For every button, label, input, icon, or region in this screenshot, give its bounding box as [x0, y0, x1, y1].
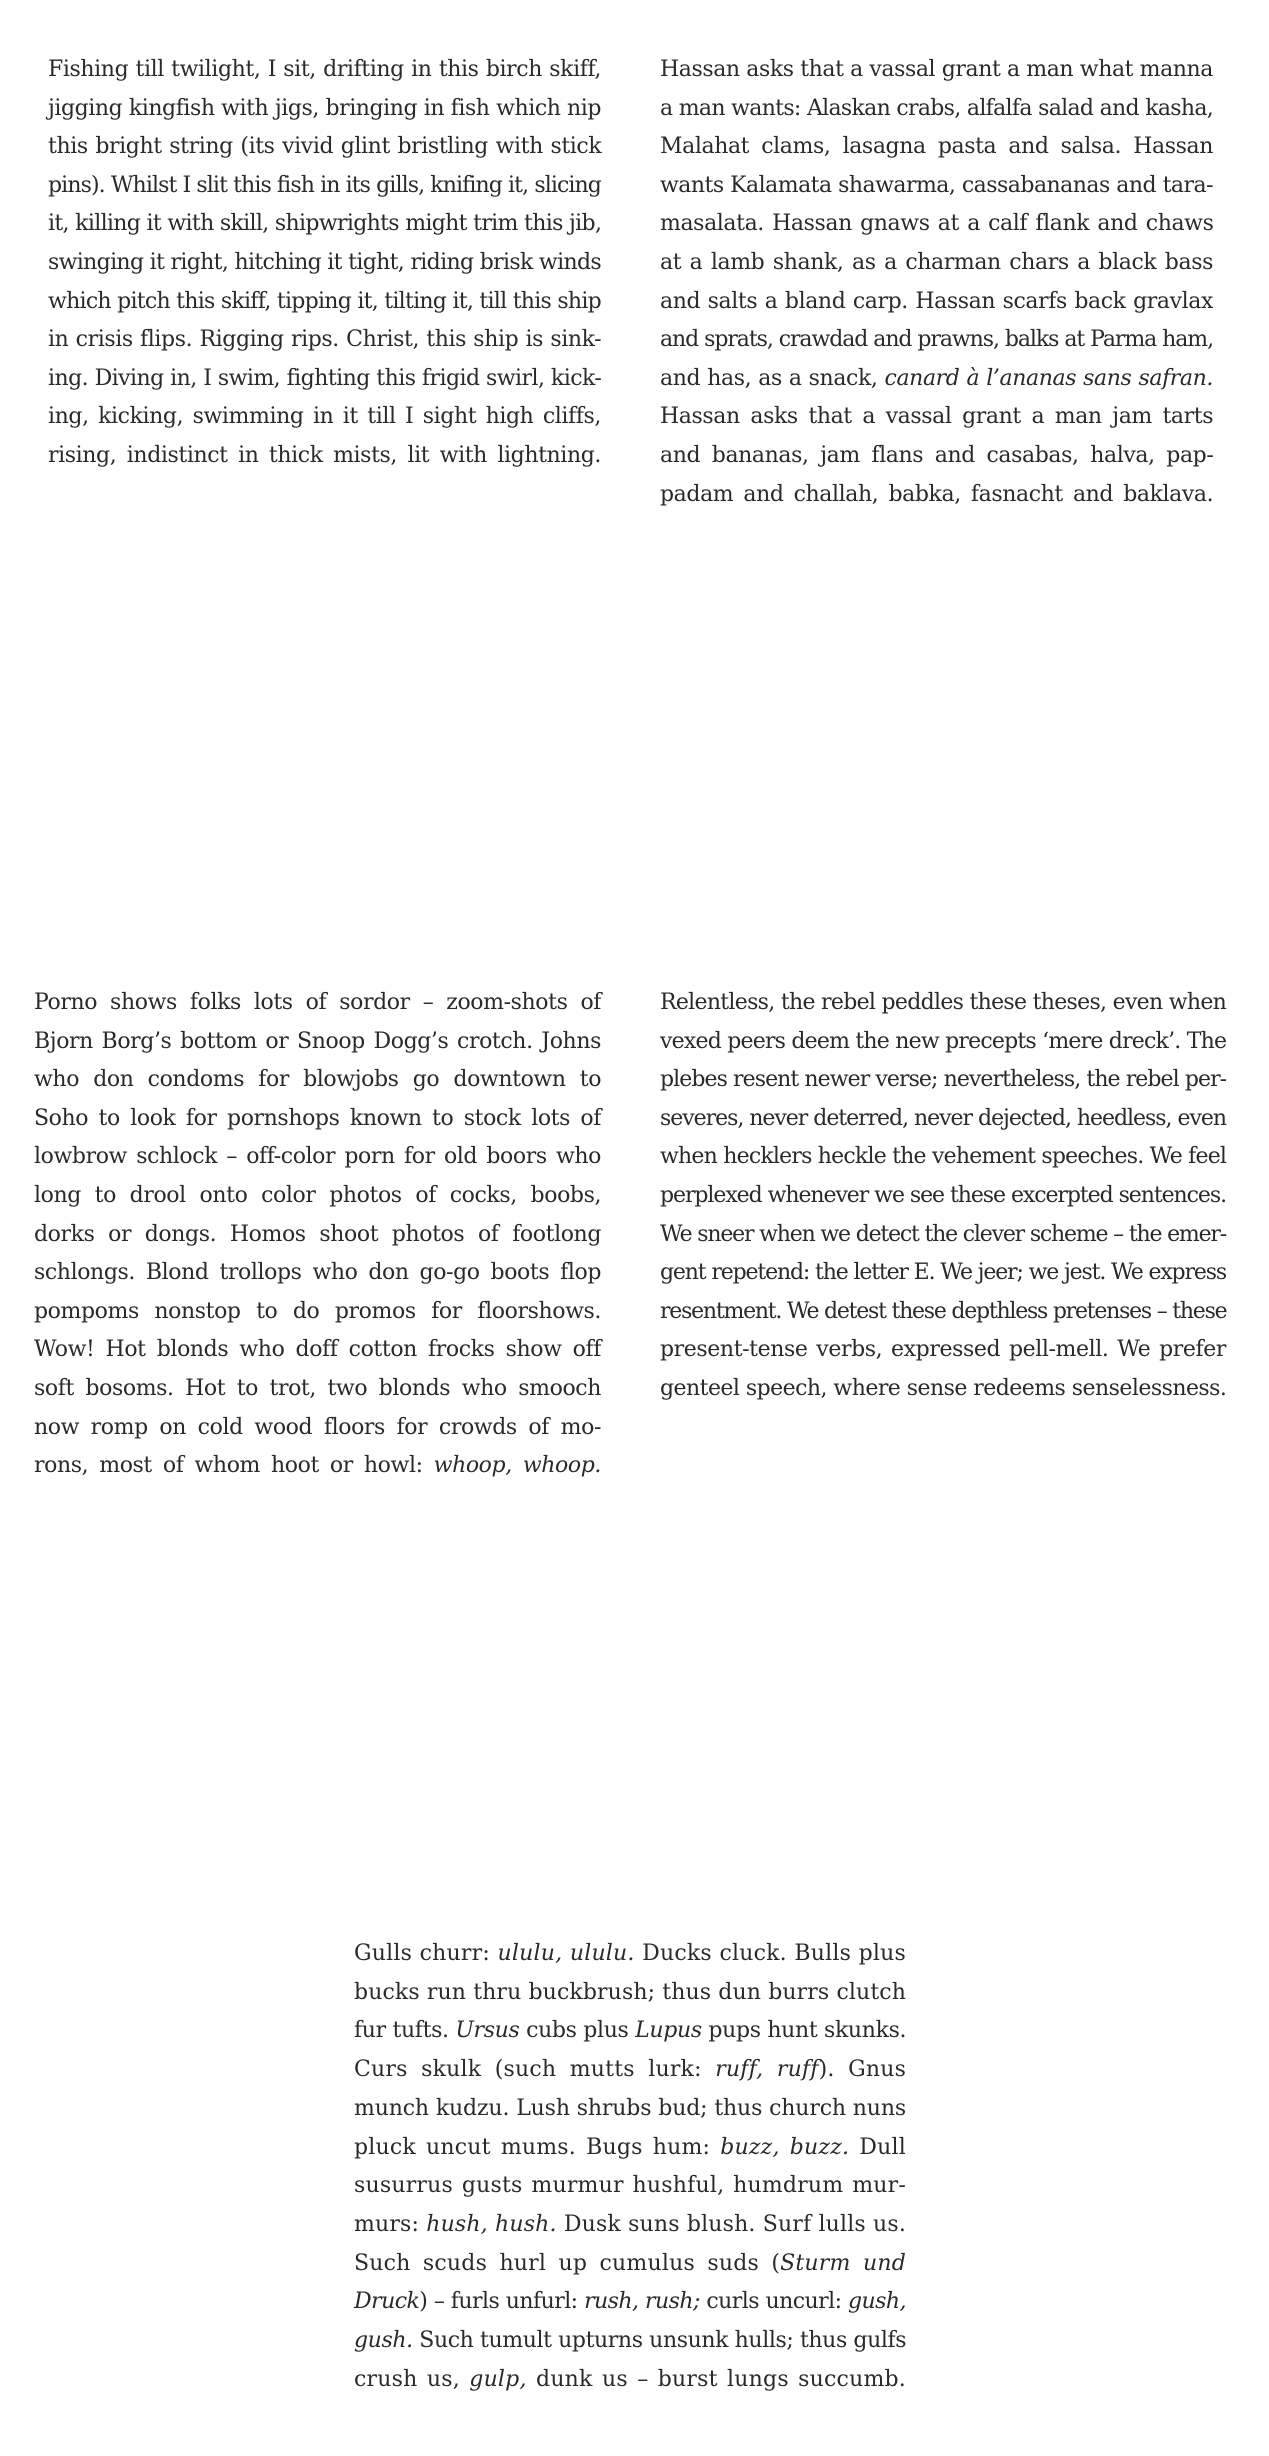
- text-segment: ) – furls unfurl:: [419, 2289, 585, 2315]
- text-line: [34, 1023, 601, 1062]
- text-line: [354, 2129, 906, 2168]
- text-line: [354, 2051, 906, 2090]
- text-segment: ). Gnus: [818, 2057, 907, 2083]
- text-line: [48, 128, 601, 167]
- text-line: [48, 205, 601, 244]
- text-segment: wants Kalamata shawarma, cassabananas and tara-: [660, 172, 1213, 198]
- text-segment: Bjorn Borg’s bottom or Snoop Dogg’s crotch. Johns: [34, 1028, 601, 1054]
- italic-text: buzz, buzz.: [720, 2134, 850, 2160]
- text-segment: padam and challah, babka, fasnacht and baklava.: [660, 481, 1214, 507]
- text-line: [34, 1138, 601, 1177]
- text-segment: swinging it right, hitching it tight, riding brisk winds: [48, 249, 602, 275]
- italic-text: ruff, ruff: [715, 2057, 819, 2083]
- text-line: [34, 1331, 601, 1370]
- text-line: [34, 1293, 601, 1332]
- italic-text: Sturm und: [780, 2250, 906, 2276]
- italic-text: canard à l’ananas sans safran.: [884, 365, 1214, 391]
- text-line: [660, 128, 1213, 167]
- text-line: [660, 205, 1213, 244]
- text-segment: vexed peers deem the new precepts ‘mere dreck’. The: [660, 1028, 1227, 1054]
- text-segment: perplexed whenever we see these excerpted sentences.: [660, 1182, 1226, 1208]
- text-line: [660, 1023, 1226, 1062]
- text-line: [660, 1254, 1226, 1293]
- text-line: [660, 1293, 1226, 1332]
- text-line: [48, 360, 601, 399]
- text-segment: in crisis flips. Rigging rips. Christ, this ship is sink-: [48, 327, 602, 353]
- text-segment: and sprats, crawdad and prawns, balks at Parma ham,: [660, 327, 1213, 353]
- text-segment: Hassan asks that a vassal grant a man jam tarts: [660, 404, 1214, 430]
- text-segment: gent repetend: the letter E. We jeer; we jest. We express: [660, 1260, 1226, 1286]
- text-line: [354, 1935, 906, 1974]
- text-segment: Hassan asks that a vassal grant a man what manna: [660, 57, 1213, 82]
- text-line: [354, 2206, 906, 2245]
- text-segment: Wow! Hot blonds who doff cotton frocks show off: [34, 1337, 601, 1363]
- text-line: [660, 1138, 1226, 1177]
- passage-vowel-i: [48, 51, 601, 476]
- text-line: [660, 1177, 1226, 1216]
- text-line: [354, 2361, 906, 2400]
- text-segment: curls uncurl:: [699, 2289, 848, 2315]
- text-segment: Ducks cluck. Bulls plus: [634, 1941, 906, 1966]
- text-segment: crush us,: [354, 2366, 470, 2392]
- text-segment: a man wants: Alaskan crabs, alfalfa salad and kasha,: [660, 95, 1214, 121]
- text-line: [660, 1100, 1226, 1139]
- text-segment: cubs plus: [519, 2018, 636, 2044]
- text-line: [48, 321, 601, 360]
- text-segment: pins). Whilst I slit this fish in its gills, knifing it, slicing: [48, 172, 601, 198]
- text-segment: present-tense verbs, expressed pell-mell. We prefer: [660, 1337, 1227, 1363]
- text-segment: pompoms nonstop to do promos for floorshows.: [34, 1298, 601, 1324]
- text-segment: Soho to look for pornshops known to stock lots of: [34, 1105, 601, 1131]
- text-segment: Gulls churr:: [354, 1941, 498, 1966]
- text-segment: it, killing it with skill, shipwrights might trim this jib,: [48, 211, 602, 237]
- italic-text: Druck: [354, 2289, 420, 2315]
- italic-text: gulp,: [469, 2366, 527, 2392]
- text-line: [48, 437, 601, 476]
- text-line: [48, 283, 601, 322]
- text-line: [354, 2012, 906, 2051]
- text-line: [660, 1216, 1226, 1255]
- text-line: [34, 1370, 601, 1409]
- text-segment: genteel speech, where sense redeems senselessness.: [660, 1375, 1227, 1401]
- text-line: [48, 244, 601, 283]
- text-segment: which pitch this skiff, tipping it, tilting it, till this ship: [48, 288, 601, 314]
- text-segment: Dusk suns blush. Surf lulls us.: [556, 2211, 906, 2237]
- text-line: [660, 1370, 1226, 1409]
- text-segment: pluck uncut mums. Bugs hum:: [354, 2134, 721, 2160]
- text-line: [660, 360, 1213, 399]
- text-line: [354, 1974, 906, 2013]
- text-segment: Malahat clams, lasagna pasta and salsa. Hassan: [660, 134, 1213, 160]
- text-segment: bucks run thru buckbrush; thus dun burrs clutch: [354, 1979, 906, 2005]
- text-segment: ing, kicking, swimming in it till I sight high cliffs,: [48, 404, 601, 430]
- italic-text: hush, hush.: [426, 2211, 557, 2237]
- text-segment: Relentless, the rebel peddles these theses, even when: [660, 990, 1227, 1015]
- text-segment: Fishing till twilight, I sit, drifting in this birch skiff,: [48, 57, 601, 82]
- text-segment: when hecklers heckle the vehement speeches. We feel: [660, 1144, 1227, 1170]
- text-segment: Curs skulk (such mutts lurk:: [354, 2057, 716, 2083]
- text-line: [660, 321, 1213, 360]
- text-line: [660, 51, 1213, 90]
- text-segment: masalata. Hassan gnaws at a calf flank and chaws: [660, 211, 1214, 237]
- passage-vowel-e: [660, 984, 1226, 1409]
- text-segment: Such scuds hurl up cumulus suds (: [354, 2250, 781, 2276]
- text-line: [660, 244, 1213, 283]
- text-line: [34, 1447, 601, 1486]
- text-segment: at a lamb shank, as a charman chars a black bass: [660, 249, 1213, 275]
- text-segment: fur tufts.: [354, 2018, 456, 2044]
- text-segment: schlongs. Blond trollops who don go-go boots flop: [34, 1260, 602, 1286]
- text-line: [34, 1216, 601, 1255]
- text-line: [660, 1331, 1226, 1370]
- text-segment: lowbrow schlock – off-color porn for old boors who: [34, 1144, 601, 1170]
- text-segment: rons, most of whom hoot or howl:: [34, 1453, 434, 1479]
- italic-text: rush, rush;: [584, 2289, 700, 2315]
- text-segment: and has, as a snack,: [660, 365, 885, 391]
- text-segment: who don condoms for blowjobs go downtown to: [34, 1067, 602, 1093]
- text-line: [660, 984, 1226, 1023]
- text-line: [48, 167, 601, 206]
- italic-text: gush,: [848, 2289, 906, 2315]
- passage-vowel-a: [660, 51, 1213, 514]
- italic-text: gush.: [354, 2328, 413, 2354]
- text-line: [34, 1177, 601, 1216]
- text-line: [660, 437, 1213, 476]
- italic-text: Lupus: [635, 2018, 702, 2044]
- text-segment: ing. Diving in, I swim, fighting this frigid swirl, kick-: [48, 365, 602, 391]
- text-line: [48, 51, 601, 90]
- text-line: [354, 2167, 906, 2206]
- text-line: [354, 2283, 906, 2322]
- passage-vowel-u: [354, 1935, 906, 2399]
- italic-text: whoop, whoop.: [433, 1453, 601, 1479]
- italic-text: ululu, ululu.: [497, 1941, 635, 1966]
- passage-vowel-o: [34, 984, 601, 1486]
- text-segment: We sneer when we detect the clever scheme – the emer-: [660, 1221, 1226, 1247]
- text-line: [34, 1409, 601, 1448]
- text-segment: and salts a bland carp. Hassan scarfs back gravlax: [660, 288, 1213, 314]
- italic-text: Ursus: [455, 2018, 520, 2044]
- text-segment: resentment. We detest these depthless pretenses – these: [660, 1298, 1227, 1324]
- text-segment: and bananas, jam flans and casabas, halva, pap-: [660, 442, 1214, 468]
- text-line: [660, 398, 1213, 437]
- text-line: [34, 1100, 601, 1139]
- text-segment: munch kudzu. Lush shrubs bud; thus church nuns: [354, 2095, 906, 2121]
- text-segment: now romp on cold wood floors for crowds of mo-: [34, 1414, 601, 1440]
- text-line: [48, 398, 601, 437]
- text-segment: long to drool onto color photos of cocks, boobs,: [34, 1182, 602, 1208]
- text-segment: rising, indistinct in thick mists, lit with lightning.: [48, 442, 601, 468]
- text-line: [660, 283, 1213, 322]
- text-segment: dorks or dongs. Homos shoot photos of footlong: [34, 1221, 601, 1247]
- text-segment: jigging kingfish with jigs, bringing in fish which nip: [48, 95, 601, 121]
- text-line: [354, 2322, 906, 2361]
- text-line: [660, 90, 1213, 129]
- text-segment: susurrus gusts murmur hushful, humdrum mur-: [354, 2173, 906, 2199]
- text-line: [34, 984, 601, 1023]
- text-segment: severes, never deterred, never dejected, heedless, even: [660, 1105, 1226, 1131]
- text-line: [660, 476, 1213, 515]
- text-segment: this bright string (its vivid glint bristling with stick: [48, 134, 602, 160]
- text-segment: Dull: [849, 2134, 906, 2160]
- text-segment: Porno shows folks lots of sordor – zoom-shots of: [34, 990, 602, 1015]
- text-segment: plebes resent newer verse; nevertheless, the rebel per-: [660, 1067, 1227, 1093]
- text-line: [660, 1061, 1226, 1100]
- text-line: [354, 2245, 906, 2284]
- text-line: [34, 1061, 601, 1100]
- text-line: [660, 167, 1213, 206]
- text-line: [354, 2090, 906, 2129]
- text-segment: dunk us – burst lungs succumb.: [526, 2366, 906, 2392]
- text-segment: Such tumult upturns unsunk hulls; thus gulfs: [412, 2328, 907, 2354]
- text-segment: murs:: [354, 2211, 427, 2237]
- text-line: [48, 90, 601, 129]
- text-segment: soft bosoms. Hot to trot, two blonds who smooch: [34, 1375, 601, 1401]
- text-segment: pups hunt skunks.: [701, 2018, 907, 2044]
- text-line: [34, 1254, 601, 1293]
